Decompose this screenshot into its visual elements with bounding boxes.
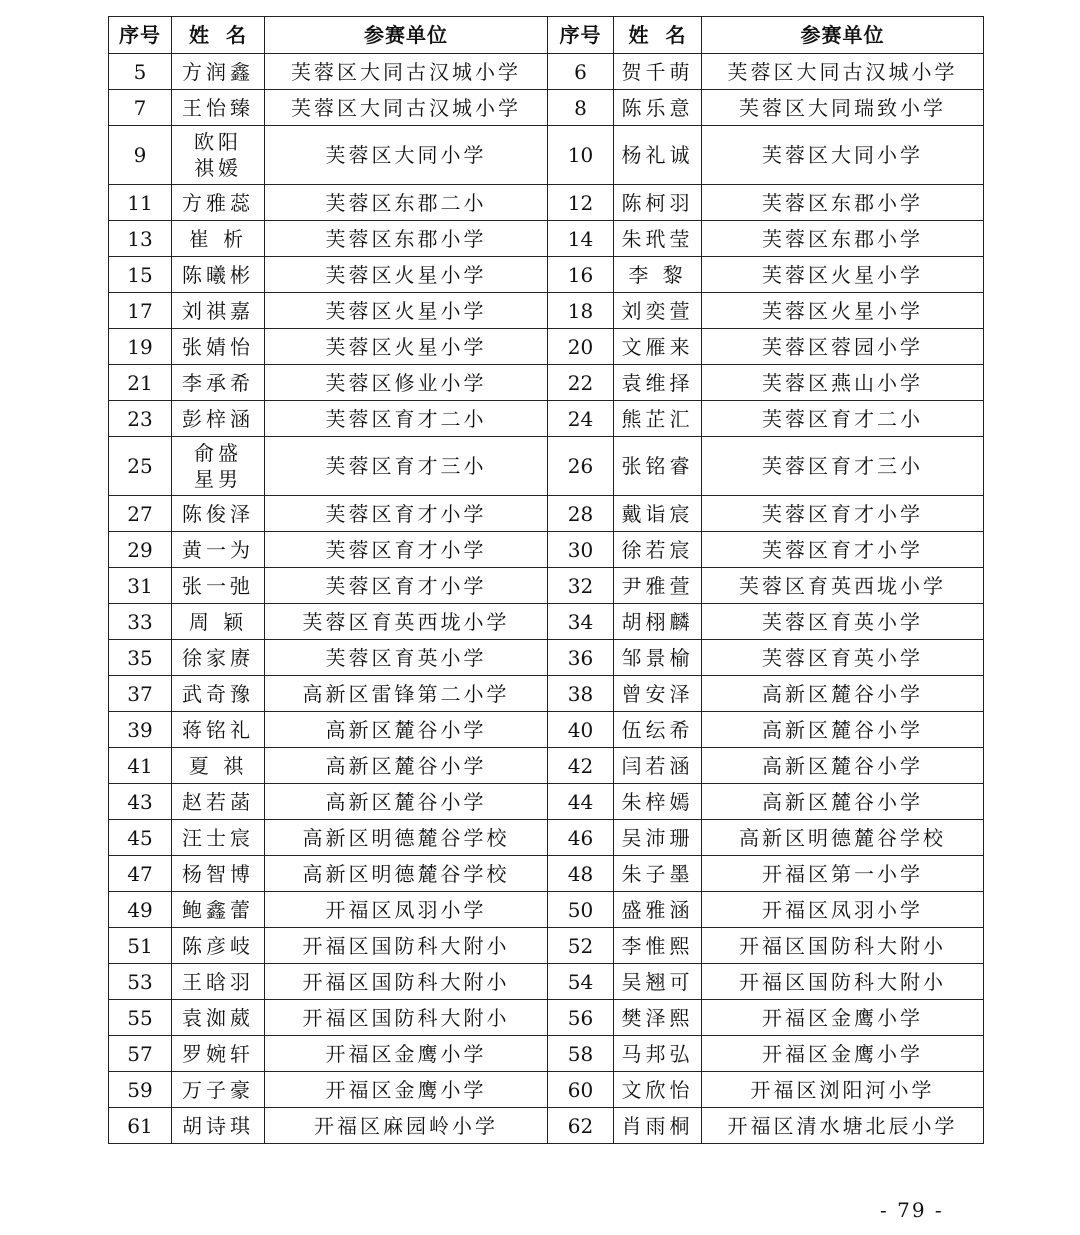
name-cell-left: 崔 析 — [172, 221, 265, 257]
name-cell-left: 王晗羽 — [172, 964, 265, 1000]
name-text: 俞盛星男 — [194, 441, 242, 491]
seq-cell-right: 28 — [548, 496, 614, 532]
unit-cell-right: 芙蓉区大同小学 — [702, 126, 984, 185]
unit-cell-left: 高新区明德麓谷学校 — [265, 820, 548, 856]
name-cell-left: 杨智博 — [172, 856, 265, 892]
unit-cell-left: 高新区麓谷小学 — [265, 748, 548, 784]
name-cell-right: 盛雅涵 — [614, 892, 702, 928]
header-unit-right: 参赛单位 — [702, 17, 984, 54]
unit-cell-left: 开福区金鹰小学 — [265, 1036, 548, 1072]
seq-cell-left: 57 — [109, 1036, 172, 1072]
table-row — [109, 257, 984, 293]
table-row — [109, 1072, 984, 1108]
unit-cell-right: 开福区第一小学 — [702, 856, 984, 892]
unit-cell-left: 开福区国防科大附小 — [265, 964, 548, 1000]
seq-cell-left: 51 — [109, 928, 172, 964]
seq-cell-right: 18 — [548, 293, 614, 329]
table-row — [109, 1000, 984, 1036]
name-cell-left: 王怡臻 — [172, 90, 265, 126]
unit-cell-right: 芙蓉区育才二小 — [702, 401, 984, 437]
name-cell-right: 朱子墨 — [614, 856, 702, 892]
participant-table — [108, 16, 984, 1144]
seq-cell-right: 30 — [548, 532, 614, 568]
seq-cell-right: 46 — [548, 820, 614, 856]
seq-cell-left: 61 — [109, 1108, 172, 1144]
name-cell-left: 周 颖 — [172, 604, 265, 640]
seq-cell-left: 21 — [109, 365, 172, 401]
name-cell-right: 袁维择 — [614, 365, 702, 401]
seq-cell-right: 40 — [548, 712, 614, 748]
seq-cell-left: 55 — [109, 1000, 172, 1036]
unit-cell-left: 芙蓉区育才小学 — [265, 568, 548, 604]
unit-cell-left: 高新区雷锋第二小学 — [265, 676, 548, 712]
unit-cell-left: 开福区国防科大附小 — [265, 928, 548, 964]
name-cell-right: 吴沛珊 — [614, 820, 702, 856]
unit-cell-left: 芙蓉区大同小学 — [265, 126, 548, 185]
seq-cell-left: 15 — [109, 257, 172, 293]
name-cell-right: 杨礼诚 — [614, 126, 702, 185]
unit-cell-right: 芙蓉区育才三小 — [702, 437, 984, 496]
seq-cell-left: 45 — [109, 820, 172, 856]
name-cell-right: 贺千萌 — [614, 54, 702, 90]
name-cell-left: 汪士宸 — [172, 820, 265, 856]
name-cell-left: 夏 祺 — [172, 748, 265, 784]
table-row — [109, 532, 984, 568]
table-row — [109, 126, 984, 185]
seq-cell-right: 12 — [548, 185, 614, 221]
name-cell-right: 朱梓嫣 — [614, 784, 702, 820]
table-row — [109, 437, 984, 496]
name-cell-left: 武奇豫 — [172, 676, 265, 712]
unit-cell-right: 芙蓉区育才小学 — [702, 496, 984, 532]
table-row — [109, 568, 984, 604]
unit-cell-left: 开福区麻园岭小学 — [265, 1108, 548, 1144]
seq-cell-right: 10 — [548, 126, 614, 185]
name-cell-left: 徐家赓 — [172, 640, 265, 676]
unit-cell-right: 高新区麓谷小学 — [702, 784, 984, 820]
unit-cell-right: 芙蓉区育英小学 — [702, 640, 984, 676]
unit-cell-right: 高新区麓谷小学 — [702, 676, 984, 712]
unit-cell-right: 芙蓉区大同古汉城小学 — [702, 54, 984, 90]
table-row — [109, 329, 984, 365]
seq-cell-right: 62 — [548, 1108, 614, 1144]
name-cell-left: 黄一为 — [172, 532, 265, 568]
name-cell-left: 陈彦岐 — [172, 928, 265, 964]
unit-cell-right: 开福区金鹰小学 — [702, 1036, 984, 1072]
unit-cell-right: 芙蓉区大同瑞致小学 — [702, 90, 984, 126]
seq-cell-left: 27 — [109, 496, 172, 532]
name-cell-left — [172, 437, 265, 496]
seq-cell-left: 49 — [109, 892, 172, 928]
seq-cell-left: 53 — [109, 964, 172, 1000]
name-cell-right: 刘奕萱 — [614, 293, 702, 329]
unit-cell-right: 高新区麓谷小学 — [702, 748, 984, 784]
seq-cell-right: 26 — [548, 437, 614, 496]
seq-cell-right: 38 — [548, 676, 614, 712]
name-cell-right: 李 黎 — [614, 257, 702, 293]
unit-cell-left: 芙蓉区东郡二小 — [265, 185, 548, 221]
table-row — [109, 748, 984, 784]
name-cell-left: 袁洳葳 — [172, 1000, 265, 1036]
unit-cell-right: 芙蓉区蓉园小学 — [702, 329, 984, 365]
unit-cell-right: 高新区明德麓谷学校 — [702, 820, 984, 856]
table-row — [109, 90, 984, 126]
roster-sheet — [108, 16, 983, 1144]
seq-cell-right: 50 — [548, 892, 614, 928]
seq-cell-left: 37 — [109, 676, 172, 712]
name-cell-right: 熊芷汇 — [614, 401, 702, 437]
seq-cell-right: 20 — [548, 329, 614, 365]
table-row — [109, 856, 984, 892]
table-row — [109, 964, 984, 1000]
table-row — [109, 928, 984, 964]
table-row — [109, 401, 984, 437]
name-cell-left: 李承希 — [172, 365, 265, 401]
name-cell-right: 文欣怡 — [614, 1072, 702, 1108]
name-cell-left: 刘祺嘉 — [172, 293, 265, 329]
unit-cell-right: 芙蓉区东郡小学 — [702, 185, 984, 221]
unit-cell-left: 芙蓉区育英小学 — [265, 640, 548, 676]
name-cell-left — [172, 126, 265, 185]
seq-cell-left: 47 — [109, 856, 172, 892]
unit-cell-left: 高新区明德麓谷学校 — [265, 856, 548, 892]
seq-cell-right: 48 — [548, 856, 614, 892]
name-cell-right: 戴诣宸 — [614, 496, 702, 532]
seq-cell-right: 56 — [548, 1000, 614, 1036]
name-cell-right: 陈柯羽 — [614, 185, 702, 221]
table-row — [109, 784, 984, 820]
seq-cell-left: 59 — [109, 1072, 172, 1108]
unit-cell-left: 芙蓉区育英西垅小学 — [265, 604, 548, 640]
unit-cell-left: 芙蓉区大同古汉城小学 — [265, 90, 548, 126]
name-cell-right: 陈乐意 — [614, 90, 702, 126]
unit-cell-left: 芙蓉区育才小学 — [265, 496, 548, 532]
table-body — [109, 54, 984, 1144]
seq-cell-right: 60 — [548, 1072, 614, 1108]
unit-cell-left: 芙蓉区修业小学 — [265, 365, 548, 401]
name-cell-right: 徐若宸 — [614, 532, 702, 568]
seq-cell-right: 14 — [548, 221, 614, 257]
seq-cell-right: 42 — [548, 748, 614, 784]
name-cell-right: 樊泽熙 — [614, 1000, 702, 1036]
seq-cell-left: 23 — [109, 401, 172, 437]
seq-cell-right: 16 — [548, 257, 614, 293]
header-seq-right: 序号 — [548, 17, 614, 54]
unit-cell-right: 开福区国防科大附小 — [702, 928, 984, 964]
name-cell-right: 曾安泽 — [614, 676, 702, 712]
name-text: 欧阳祺媛 — [194, 130, 242, 180]
name-cell-left: 赵若菡 — [172, 784, 265, 820]
table-row — [109, 185, 984, 221]
seq-cell-right: 52 — [548, 928, 614, 964]
unit-cell-right: 开福区凤羽小学 — [702, 892, 984, 928]
seq-cell-left: 9 — [109, 126, 172, 185]
table-row — [109, 293, 984, 329]
name-cell-right: 肖雨桐 — [614, 1108, 702, 1144]
unit-cell-left: 开福区金鹰小学 — [265, 1072, 548, 1108]
name-cell-right: 邹景榆 — [614, 640, 702, 676]
seq-cell-left: 25 — [109, 437, 172, 496]
unit-cell-left: 开福区凤羽小学 — [265, 892, 548, 928]
unit-cell-right: 芙蓉区育才小学 — [702, 532, 984, 568]
name-cell-left: 彭梓涵 — [172, 401, 265, 437]
name-cell-right: 胡栩麟 — [614, 604, 702, 640]
name-cell-left: 张一弛 — [172, 568, 265, 604]
seq-cell-right: 22 — [548, 365, 614, 401]
unit-cell-left: 高新区麓谷小学 — [265, 784, 548, 820]
name-cell-left: 万子豪 — [172, 1072, 265, 1108]
name-cell-left: 罗婉轩 — [172, 1036, 265, 1072]
table-row — [109, 365, 984, 401]
name-cell-right: 伍纭希 — [614, 712, 702, 748]
name-cell-left: 方润鑫 — [172, 54, 265, 90]
unit-cell-right: 芙蓉区燕山小学 — [702, 365, 984, 401]
seq-cell-left: 39 — [109, 712, 172, 748]
header-seq-left: 序号 — [109, 17, 172, 54]
name-cell-right: 朱玳莹 — [614, 221, 702, 257]
header-name-left: 姓 名 — [172, 17, 265, 54]
seq-cell-left: 5 — [109, 54, 172, 90]
unit-cell-right: 开福区金鹰小学 — [702, 1000, 984, 1036]
unit-cell-right: 开福区国防科大附小 — [702, 964, 984, 1000]
unit-cell-right: 芙蓉区火星小学 — [702, 257, 984, 293]
name-cell-right: 闫若涵 — [614, 748, 702, 784]
unit-cell-left: 高新区麓谷小学 — [265, 712, 548, 748]
name-cell-left: 胡诗琪 — [172, 1108, 265, 1144]
unit-cell-left: 芙蓉区育才小学 — [265, 532, 548, 568]
unit-cell-left: 芙蓉区大同古汉城小学 — [265, 54, 548, 90]
name-cell-right: 吴翘可 — [614, 964, 702, 1000]
seq-cell-left: 11 — [109, 185, 172, 221]
name-cell-left: 蒋铭礼 — [172, 712, 265, 748]
unit-cell-left: 开福区国防科大附小 — [265, 1000, 548, 1036]
seq-cell-left: 33 — [109, 604, 172, 640]
name-cell-right: 尹雅萱 — [614, 568, 702, 604]
table-row — [109, 1108, 984, 1144]
seq-cell-left: 19 — [109, 329, 172, 365]
table-header-row — [109, 17, 984, 54]
page-number: - 79 - — [880, 1198, 944, 1222]
seq-cell-left: 7 — [109, 90, 172, 126]
table-row — [109, 820, 984, 856]
name-cell-left: 张婧怡 — [172, 329, 265, 365]
seq-cell-right: 34 — [548, 604, 614, 640]
table-row — [109, 604, 984, 640]
table-row — [109, 1036, 984, 1072]
table-row — [109, 496, 984, 532]
name-cell-left: 陈俊泽 — [172, 496, 265, 532]
seq-cell-right: 36 — [548, 640, 614, 676]
unit-cell-right: 开福区浏阳河小学 — [702, 1072, 984, 1108]
seq-cell-left: 31 — [109, 568, 172, 604]
name-cell-right: 马邦弘 — [614, 1036, 702, 1072]
seq-cell-right: 54 — [548, 964, 614, 1000]
unit-cell-left: 芙蓉区火星小学 — [265, 293, 548, 329]
table-row — [109, 712, 984, 748]
seq-cell-left: 29 — [109, 532, 172, 568]
unit-cell-right: 高新区麓谷小学 — [702, 712, 984, 748]
unit-cell-right: 芙蓉区火星小学 — [702, 293, 984, 329]
table-row — [109, 640, 984, 676]
unit-cell-right: 开福区清水塘北辰小学 — [702, 1108, 984, 1144]
unit-cell-right: 芙蓉区育英西垅小学 — [702, 568, 984, 604]
header-name-right: 姓 名 — [614, 17, 702, 54]
seq-cell-left: 41 — [109, 748, 172, 784]
seq-cell-left: 35 — [109, 640, 172, 676]
seq-cell-right: 24 — [548, 401, 614, 437]
unit-cell-left: 芙蓉区东郡小学 — [265, 221, 548, 257]
table-row — [109, 892, 984, 928]
seq-cell-right: 8 — [548, 90, 614, 126]
seq-cell-right: 44 — [548, 784, 614, 820]
table-row — [109, 676, 984, 712]
seq-cell-left: 13 — [109, 221, 172, 257]
seq-cell-right: 32 — [548, 568, 614, 604]
name-cell-left: 方雅蕊 — [172, 185, 265, 221]
name-cell-right: 李惟熙 — [614, 928, 702, 964]
name-cell-left: 陈曦彬 — [172, 257, 265, 293]
unit-cell-right: 芙蓉区东郡小学 — [702, 221, 984, 257]
unit-cell-left: 芙蓉区育才二小 — [265, 401, 548, 437]
unit-cell-left: 芙蓉区火星小学 — [265, 257, 548, 293]
name-cell-left: 鲍鑫蕾 — [172, 892, 265, 928]
header-unit-left: 参赛单位 — [265, 17, 548, 54]
unit-cell-left: 芙蓉区育才三小 — [265, 437, 548, 496]
unit-cell-left: 芙蓉区火星小学 — [265, 329, 548, 365]
name-cell-right: 张铭睿 — [614, 437, 702, 496]
seq-cell-right: 6 — [548, 54, 614, 90]
seq-cell-right: 58 — [548, 1036, 614, 1072]
name-cell-right: 文雁来 — [614, 329, 702, 365]
table-row — [109, 54, 984, 90]
seq-cell-left: 43 — [109, 784, 172, 820]
table-row — [109, 221, 984, 257]
unit-cell-right: 芙蓉区育英小学 — [702, 604, 984, 640]
seq-cell-left: 17 — [109, 293, 172, 329]
